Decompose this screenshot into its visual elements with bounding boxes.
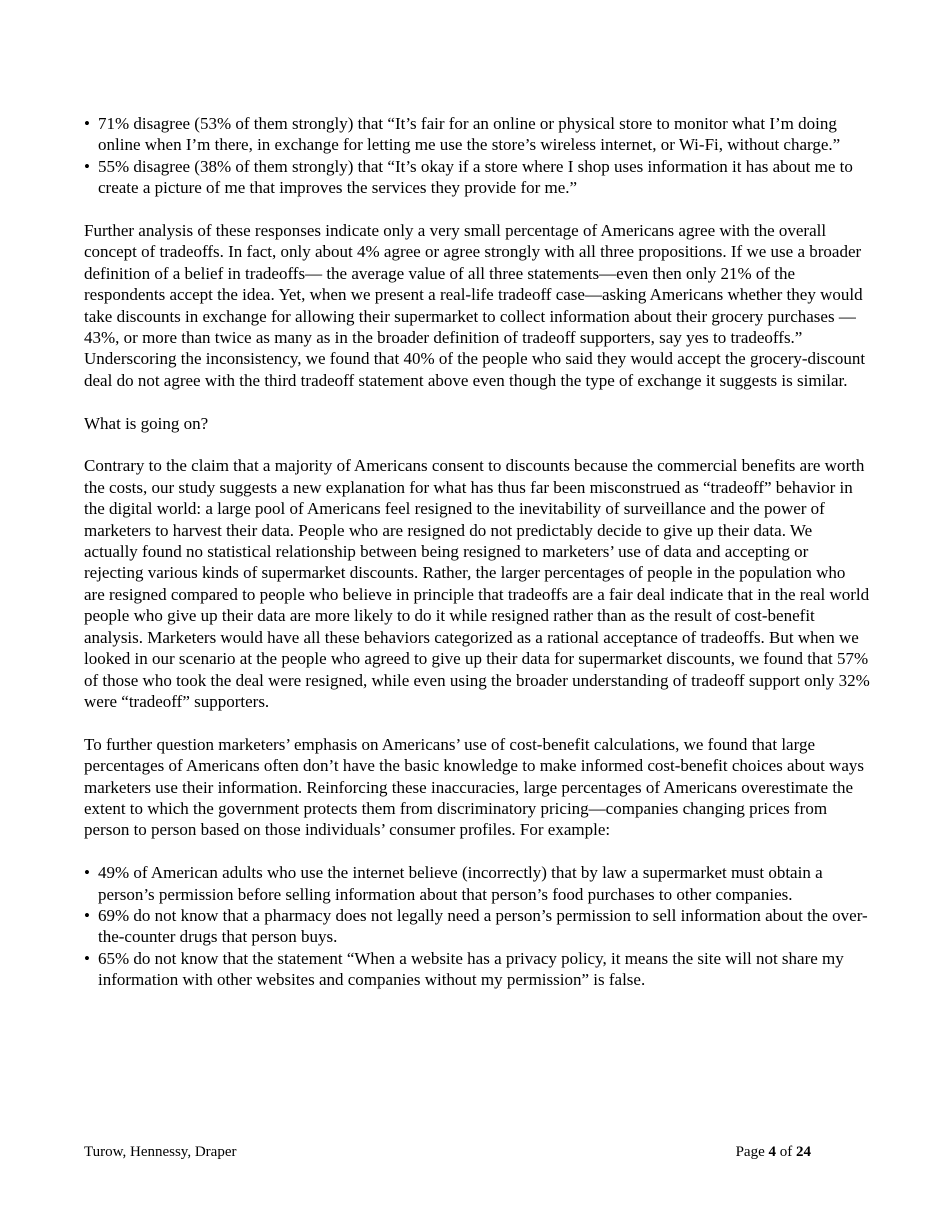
paragraph-resignation: Contrary to the claim that a majority of Americans consent to discounts because the commercial benefits are worth the costs, our study suggests a new explanation for what has thus far been misconstrued as “tradeoff” behavior in the digital world: a large pool of Americans feel resigned to the inevitability of surveillance and the power of marketers to harvest their data. People who are resigned do not predictably decide to give up their data. We actually found no statistical relationship between being resigned to marketers’ use of data and accepting or rejecting various kinds of supermarket discounts. Rather, the larger percentages of people in the population who are resigned compared to people who believe in principle that tradeoffs are a fair deal indicate that in the real world people who give up their data are more likely to do it while resigned rather than as the result of cost-benefit analysis. Marketers would have all these behaviors categorized as a rational acceptance of tradeoffs. But when we looked in our scenario at the people who agreed to give up their data for supermarket discounts, we found that 57% of those who took the deal were resigned, while even using the broader understanding of tradeoff support only 32% were “tradeoff” supporters. — [84, 456, 870, 711]
total-pages: 24 — [796, 1144, 811, 1160]
list-item-text: 49% of American adults who use the internet believe (incorrectly) that by law a supermarket must obtain a person’s permission before selling information about that person’s food purchases to other companies. — [98, 863, 823, 904]
bullet-list-bottom — [84, 862, 870, 990]
list-item-text: 69% do not know that a pharmacy does not legally need a person’s permission to sell information about the over-the-counter drugs that person buys. — [98, 905, 868, 947]
page-word: Page — [735, 1144, 765, 1160]
footer-authors: Turow, Hennessy, Draper — [84, 1144, 237, 1160]
list-item — [84, 113, 870, 156]
paragraph-knowledge: To further question marketers’ emphasis on Americans’ use of cost-benefit calculations, we found that large percentages of Americans often don’t have the basic knowledge to make informed cost-benefit choices about ways marketers use their information. Reinforcing these inaccuracies, large percentages of Americans overestimate the extent to which the government protects them from discriminatory pricing—companies changing prices from person to person based on those individuals’ consumer profiles. For example: — [84, 734, 864, 840]
bullet-icon: • — [84, 156, 90, 176]
document-body — [84, 113, 870, 991]
of-word: of — [779, 1144, 793, 1160]
bullet-icon: • — [84, 114, 90, 133]
current-page: 4 — [768, 1144, 776, 1160]
list-item-text: 71% disagree (53% of them strongly) that “It’s fair for an online or physical store to monitor what I’m doing online when I’m there, in exchange for letting me use the store’s wireless internet, or Wi-Fi, without charge.” — [98, 114, 841, 155]
list-item-text: 55% disagree (38% of them strongly) that “It’s okay if a store where I shop uses information it has about me to create a picture of me that improves the services they provide for me.” — [98, 156, 853, 198]
bullet-icon: • — [84, 863, 90, 883]
paragraph-tradeoff-analysis: Further analysis of these responses indicate only a very small percentage of Americans agree with the overall concept of tradeoffs. In fact, only about 4% agree or agree strongly with all three propositions. If we use a broader definition of a belief in tradeoffs— the average value of all three statements—even then only 21% of the respondents accept the idea. Yet, when we present a real-life tradeoff case—asking Americans whether they would take discounts in exchange for allowing their supermarket to collect information about their grocery purchases —43%, or more than twice as many as in the broader definition of tradeoff supporters, say yes to tradeoffs.” Underscoring the inconsistency, we found that 40% of the people who said they would accept the grocery-discount deal do not agree with the third tradeoff statement above even though the type of exchange it suggests is similar. — [84, 221, 866, 390]
bullet-list-top — [84, 113, 870, 199]
bullet-icon: • — [84, 948, 90, 968]
bullet-icon: • — [84, 905, 90, 925]
list-item — [84, 905, 870, 948]
list-item-text: 65% do not know that the statement “When a website has a privacy policy, it means the site will not share my information with other websites and companies without my permission” is false. — [98, 948, 844, 990]
page-number — [736, 1144, 811, 1161]
list-item — [84, 948, 870, 991]
paragraph-question: What is going on? — [84, 413, 209, 433]
list-item — [84, 862, 870, 905]
list-item — [84, 156, 870, 199]
